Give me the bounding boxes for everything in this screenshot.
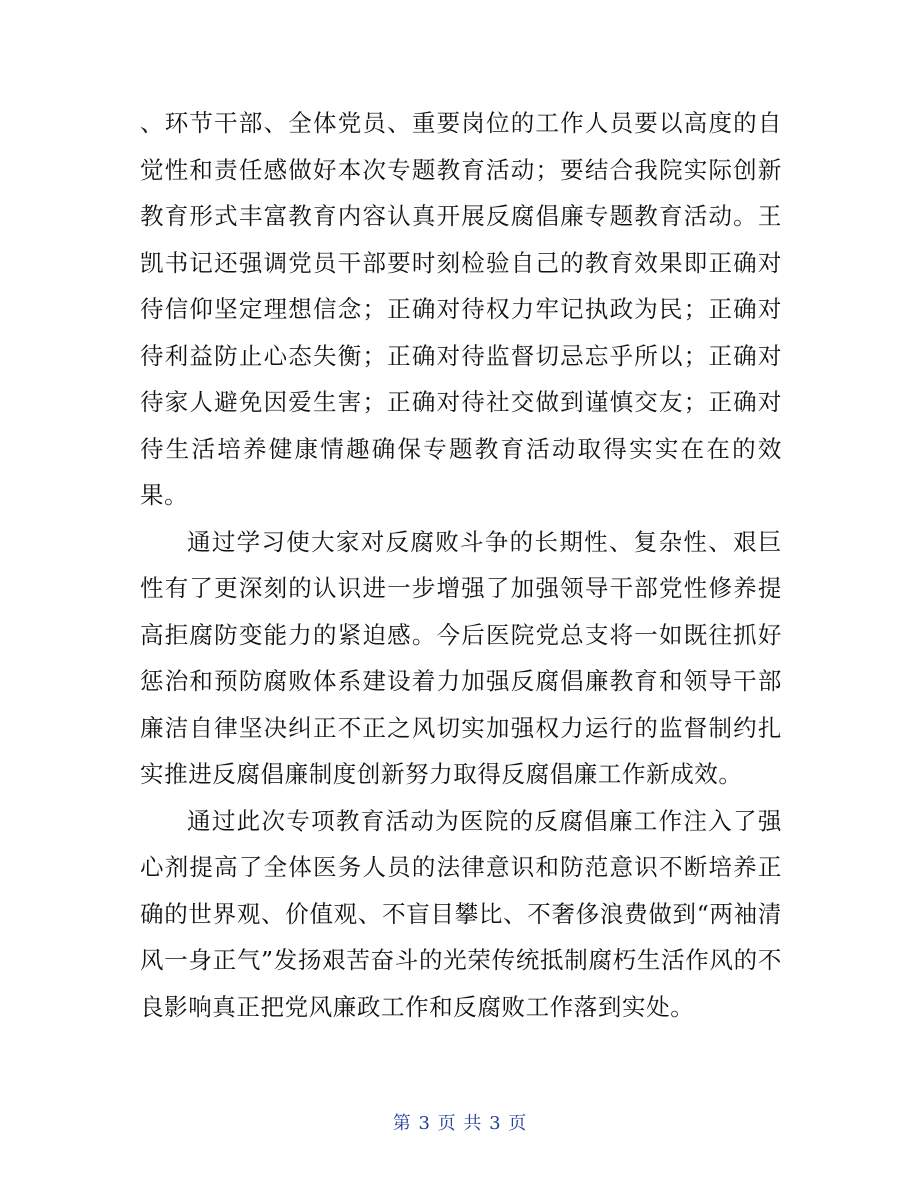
body-text <box>140 100 782 1030</box>
paragraph-3: 通过此次专项教育活动为医院的反腐倡廉工作注入了强心剂提高了全体医务人员的法律意识和防范意识不断培养正确的世界观、价值观、不盲目攀比、不奢侈浪费做到“两袖清风一身正气”发扬艰苦奋斗的光荣传统抵制腐朽生活作风的不良影响真正把党风廉政工作和反腐败工作落到实处。 <box>140 806 782 1021</box>
paragraph-1: 、环节干部、全体党员、重要岗位的工作人员要以高度的自觉性和责任感做好本次专题教育活动；要结合我院实际创新教育形式丰富教育内容认真开展反腐倡廉专题教育活动。王凯书记还强调党员干部要时刻检验自己的教育效果即正确对待信仰坚定理想信念；正确对待权力牢记执政为民；正确对待利益防止心态失衡；正确对待监督切忌忘乎所以；正确对待家人避免因爱生害；正确对待社交做到谨慎交友；正确对待生活培养健康情趣确保专题教育活动取得实实在在的效果。 <box>140 109 782 509</box>
paragraph-2: 通过学习使大家对反腐败斗争的长期性、复杂性、艰巨性有了更深刻的认识进一步增强了加强领导干部党性修养提高拒腐防变能力的紧迫感。今后医院党总支将一如既往抓好惩治和预防腐败体系建设着力加强反腐倡廉教育和领导干部廉洁自律坚决纠正不正之风切实加强权力运行的监督制约扎实推进反腐倡廉制度创新努力取得反腐倡廉工作新成效。 <box>140 527 782 788</box>
page-footer: 第 3 页 共 3 页 <box>392 1113 528 1134</box>
